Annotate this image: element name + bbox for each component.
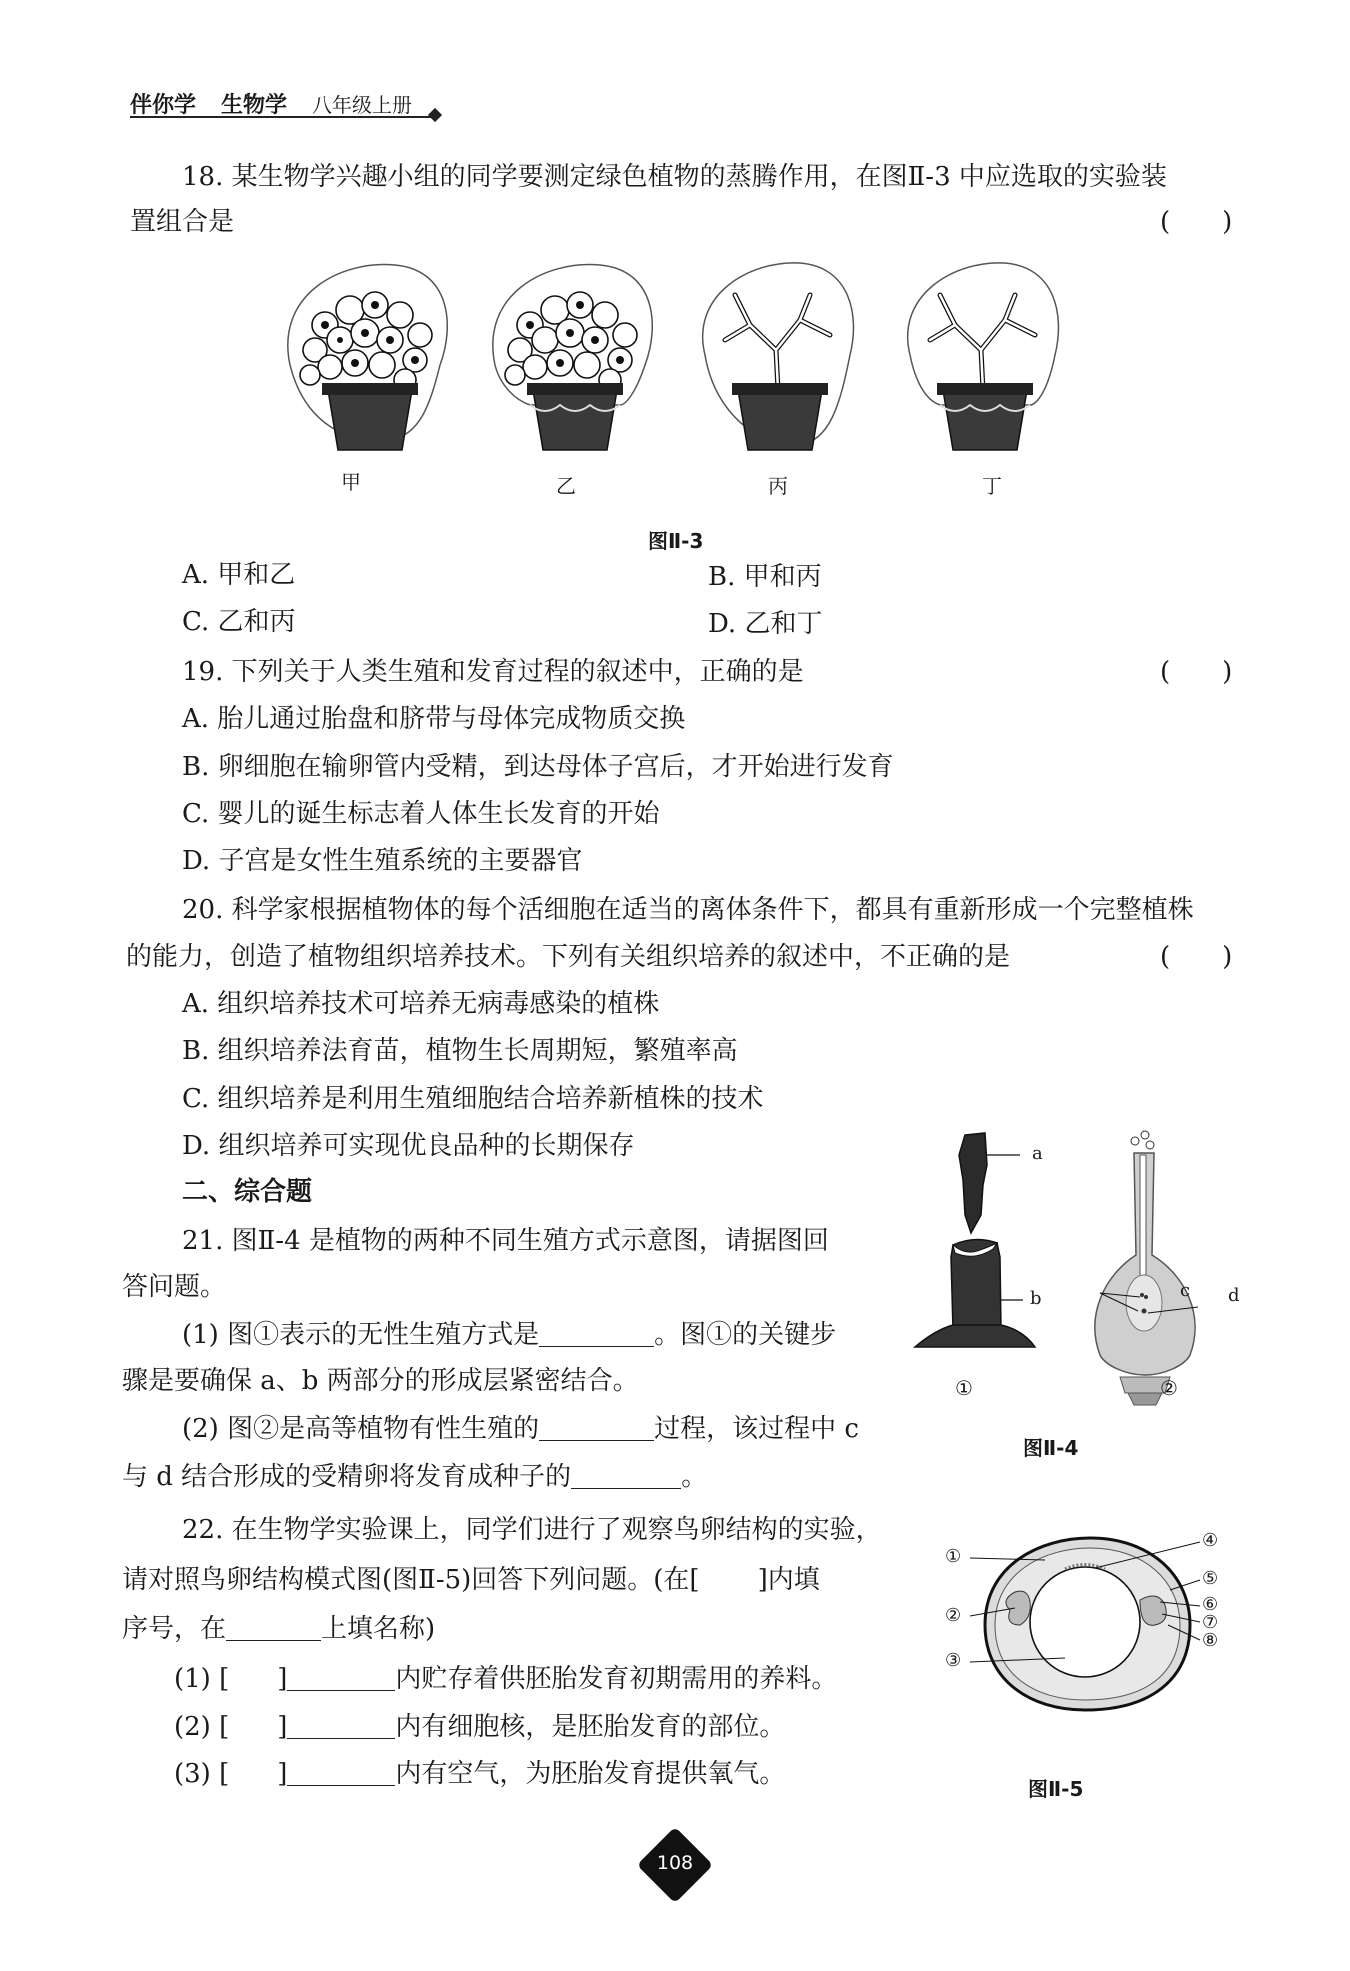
fig-II-4-label-2: ② (1160, 1376, 1178, 1400)
q22-stem-line3: 序号，在 上填名称) (122, 1614, 436, 1644)
q22-sub2: (2) [ ] 内有细胞核，是胚胎发育的部位。 (174, 1712, 786, 1742)
q22-sub2-name-blank[interactable] (287, 1712, 395, 1739)
fig-II-4-label-b: b (1030, 1288, 1042, 1309)
q21-blank-3[interactable] (571, 1462, 681, 1489)
header-grade: 八年级上册 (312, 93, 413, 117)
q18-option-a: A. 甲和乙 (182, 560, 296, 590)
header-subject: 生物学 (221, 93, 288, 118)
fig-II-5-num-5: ⑤ (1202, 1568, 1219, 1589)
q19-answer-paren: ( ) (1160, 657, 1233, 687)
fertilization-illustration (1095, 1131, 1198, 1405)
section-heading-comprehensive: 二、综合题 (182, 1177, 313, 1207)
header-diamond-icon (428, 108, 442, 122)
q19-option-d: D. 子宫是女性生殖系统的主要器官 (182, 846, 583, 876)
q18-option-c: C. 乙和丙 (182, 607, 296, 637)
q18-answer-paren: ( ) (1160, 207, 1233, 237)
page-number: 108 (656, 1852, 694, 1874)
q20-answer-paren: ( ) (1160, 942, 1233, 972)
header-brand: 伴你学 (130, 93, 197, 118)
q20-option-c: C. 组织培养是利用生殖细胞结合培养新植株的技术 (182, 1084, 764, 1114)
q21-blank-1[interactable] (539, 1320, 654, 1347)
fig-II-5-num-4: ④ (1202, 1530, 1219, 1551)
fig-II-3-label-ding: 丁 (982, 474, 1002, 498)
grafting-illustration (915, 1133, 1035, 1347)
figure-II-3 (270, 255, 1090, 475)
plant-bing-illustration (703, 263, 854, 450)
fig-II-4-caption: 图Ⅱ-4 (1023, 1436, 1079, 1460)
q21-sub2-line1: (2) 图②是高等植物有性生殖的 过程，该过程中 c (182, 1414, 859, 1444)
plant-yi-illustration (493, 265, 652, 450)
figure-II-5 (970, 1530, 1200, 1720)
q21-sub2-line2: 与 d 结合形成的受精卵将发育成种子的 。 (122, 1462, 708, 1492)
q19-stem: 19. 下列关于人类生殖和发育过程的叙述中，正确的是 (182, 657, 804, 687)
q20-option-b: B. 组织培养法育苗，植物生长周期短，繁殖率高 (182, 1036, 738, 1066)
q22-stem-line2: 请对照鸟卵结构模式图(图Ⅱ-5)回答下列问题。(在[ ]内填 (122, 1565, 820, 1595)
q18-stem-line1: 18. 某生物学兴趣小组的同学要测定绿色植物的蒸腾作用，在图Ⅱ-3 中应选取的实验装 (182, 162, 1167, 192)
fig-II-4-label-1: ① (955, 1376, 973, 1400)
fig-II-5-num-7: ⑦ (1202, 1612, 1219, 1633)
fig-II-3-label-jia: 甲 (341, 470, 361, 494)
fig-II-5-num-1: ① (945, 1546, 962, 1567)
q22-sub3: (3) [ ] 内有空气，为胚胎发育提供氧气。 (174, 1759, 786, 1789)
q19-option-b: B. 卵细胞在输卵管内受精，到达母体子宫后，才开始进行发育 (182, 752, 894, 782)
q19-option-a: A. 胎儿通过胎盘和脐带与母体完成物质交换 (182, 704, 686, 734)
bird-egg-illustration (985, 1538, 1190, 1710)
fig-II-3-caption: 图Ⅱ-3 (648, 529, 704, 553)
fig-II-4-label-d: d (1228, 1285, 1240, 1306)
plant-jia-illustration (288, 265, 447, 450)
q22-sub1: (1) [ ] 内贮存着供胚胎发育初期需用的养料。 (174, 1664, 838, 1694)
header-rule (130, 116, 435, 118)
running-header (130, 88, 412, 119)
q22-sub1-name-blank[interactable] (287, 1664, 395, 1691)
q22-name-blank-sample (226, 1614, 321, 1641)
q18-option-d: D. 乙和丁 (708, 609, 823, 639)
q20-option-a: A. 组织培养技术可培养无病毒感染的植株 (182, 989, 660, 1019)
fig-II-5-num-6: ⑥ (1202, 1594, 1219, 1615)
q19-option-c: C. 婴儿的诞生标志着人体生长发育的开始 (182, 799, 660, 829)
q22-stem-line1: 22. 在生物学实验课上，同学们进行了观察鸟卵结构的实验， (182, 1515, 882, 1545)
fig-II-5-num-3: ③ (945, 1650, 962, 1671)
fig-II-5-num-2: ② (945, 1605, 962, 1626)
q21-stem-line2: 答问题。 (122, 1272, 227, 1302)
fig-II-3-label-bing: 丙 (768, 474, 788, 498)
q18-stem-line2: 置组合是 (130, 207, 235, 237)
q21-sub1-line1: (1) 图①表示的无性生殖方式是 。图①的关键步 (182, 1320, 837, 1350)
fig-II-4-label-a: a (1032, 1143, 1043, 1164)
fig-II-5-num-8: ⑧ (1202, 1630, 1219, 1651)
q18-option-b: B. 甲和丙 (708, 562, 822, 592)
q20-stem-line2: 的能力，创造了植物组织培养技术。下列有关组织培养的叙述中，不正确的是 (126, 942, 1011, 972)
plant-ding-illustration (908, 263, 1059, 450)
q22-sub3-name-blank[interactable] (287, 1759, 395, 1786)
q21-stem-line1: 21. 图Ⅱ-4 是植物的两种不同生殖方式示意图，请据图回 (182, 1226, 829, 1256)
fig-II-4-label-c: c (1180, 1280, 1191, 1301)
fig-II-5-caption: 图Ⅱ-5 (1028, 1777, 1084, 1801)
figure-II-4 (905, 1125, 1265, 1405)
q21-blank-2[interactable] (539, 1414, 654, 1441)
q20-stem-line1: 20. 科学家根据植物体的每个活细胞在适当的离体条件下，都具有重新形成一个完整植株 (182, 895, 1194, 925)
q20-option-d: D. 组织培养可实现优良品种的长期保存 (182, 1131, 635, 1161)
fig-II-3-label-yi: 乙 (556, 474, 576, 498)
q21-sub1-line2: 骤是要确保 a、b 两部分的形成层紧密结合。 (122, 1366, 639, 1396)
